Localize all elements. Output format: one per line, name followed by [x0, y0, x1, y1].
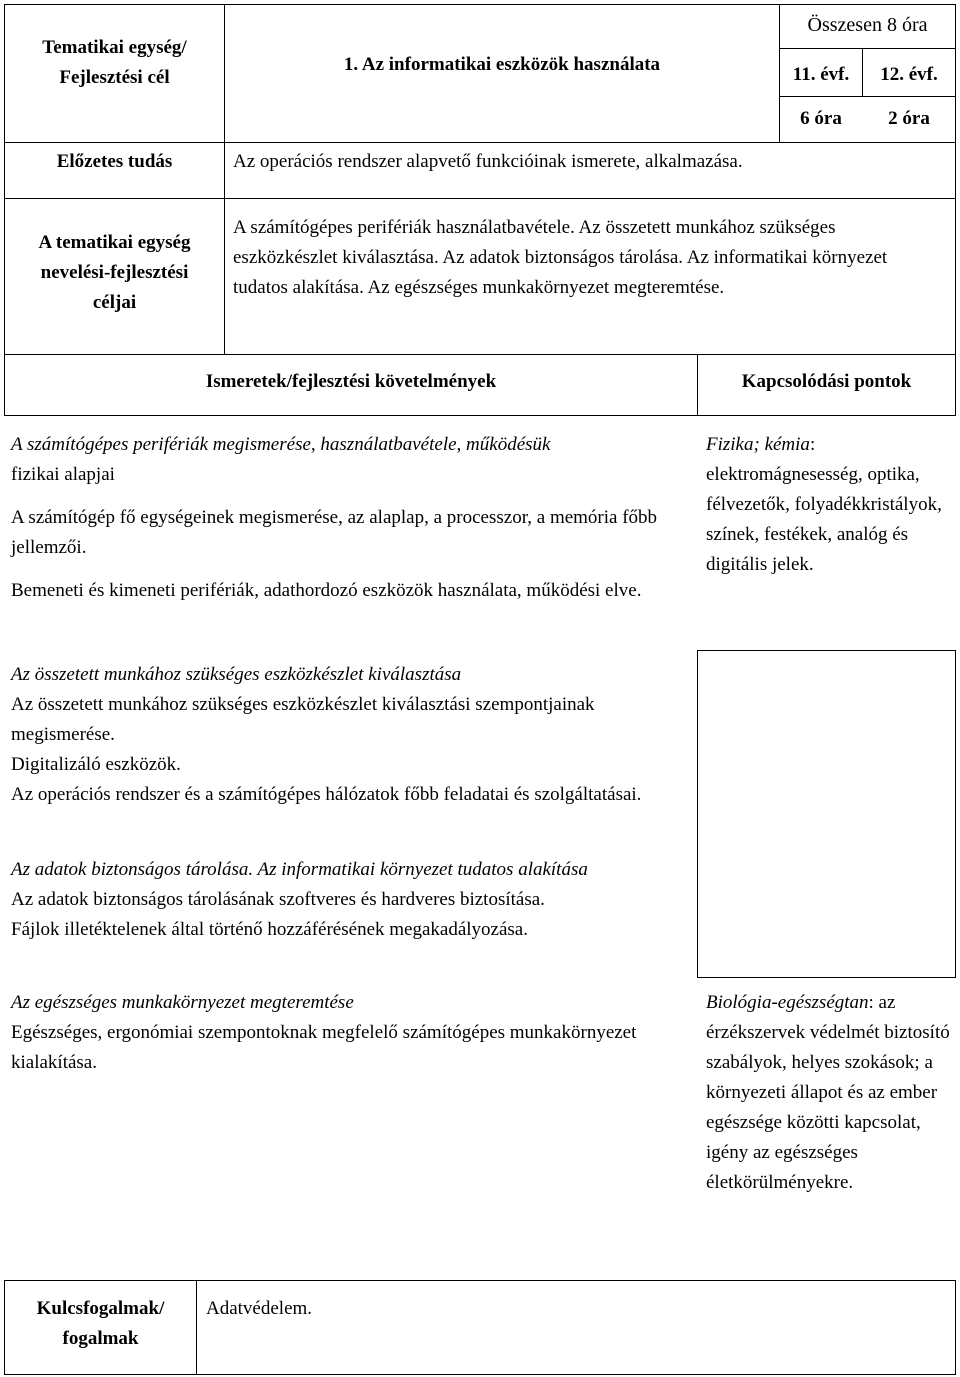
border-line [4, 1280, 956, 1281]
section-heading: Az adatok biztonságos tárolása. Az informatikai környezet tudatos alakítása [11, 859, 588, 880]
section-line: Egészséges, ergonómiai szempontoknak megfelelő számítógépes munkakörnyezet kialakítása. [11, 1022, 637, 1073]
connection-text: : az érzékszervek védelmét biztosító szabályok, helyes szokások; a környezeti állapot és az ember egészsége közötti kapcsolat, igény az egészséges életkörülményekre. [706, 992, 950, 1193]
section-heading-rest: fizikai alapjai [11, 464, 115, 485]
requirements-header: Ismeretek/fejlesztési követelmények [205, 371, 497, 392]
section-paragraph: A számítógép fő egységeinek megismerése, az alaplap, a processzor, a memória főbb jellemzői. [11, 507, 658, 558]
border-line [779, 96, 956, 97]
prior-label: Előzetes tudás [56, 151, 173, 172]
prior-text: Az operációs rendszer alapvető funkcióinak ismerete, alkalmazása. [233, 151, 743, 172]
grade-12: 12. évf. [880, 64, 938, 85]
border-line [4, 142, 956, 143]
section-adatok [11, 855, 683, 945]
section-line: Digitalizáló eszközök. [11, 754, 181, 775]
connection-subject: Fizika; kémia [706, 434, 810, 455]
border-line [697, 650, 956, 651]
border-line [4, 1374, 956, 1375]
section-paragraph: Bemeneti és kimeneti perifériák, adathordozó eszközök használata, működési elve. [11, 580, 642, 601]
section-heading: Az egészséges munkakörnyezet megteremtése [11, 992, 354, 1013]
keywords-text: Adatvédelem. [206, 1298, 313, 1319]
border-line [697, 650, 698, 978]
goals-text: A számítógépes perifériák használatbavétele. Az összetett munkához szükséges eszközkészlet kiválasztása. Az adatok biztonságos tárolása. Az informatikai környezet tudatos alakítása. Az egészséges munkakörnyezet megteremtése. [233, 217, 888, 298]
border-line [697, 977, 956, 978]
connection-physics [706, 430, 951, 580]
border-line [4, 198, 956, 199]
border-line [955, 1280, 956, 1375]
unit-label: Tematikai egység/ Fejlesztési cél [42, 37, 187, 88]
connection-text: : elektromágnesesség, optika, félvezetők, folyadékkristályok, színek, festékek, analóg és digitális jelek. [706, 434, 942, 575]
section-line: Az operációs rendszer és a számítógépes hálózatok főbb feladatai és szolgáltatásai. [11, 784, 642, 805]
border-line [4, 415, 956, 416]
section-heading: Az összetett munkához szükséges eszközkészlet kiválasztása [11, 664, 462, 685]
hours-12: 2 óra [888, 108, 930, 129]
connection-subject: Biológia-egészségtan [706, 992, 869, 1013]
unit-title: 1. Az informatikai eszközök használata [343, 54, 661, 75]
border-line [4, 354, 956, 355]
section-heading: A számítógépes perifériák megismerése, használatbavétele, működésük [11, 434, 551, 455]
connections-header: Kapcsolódási pontok [741, 371, 912, 392]
section-perifériák [11, 430, 683, 606]
section-line: Fájlok illetéktelenek által történő hozzáférésének megakadályozása. [11, 919, 528, 940]
grade-11: 11. évf. [792, 64, 850, 85]
section-line: Az adatok biztonságos tárolásának szoftveres és hardveres biztosítása. [11, 889, 545, 910]
border-line [196, 1280, 197, 1375]
goals-label: A tematikai egység nevelési-fejlesztési céljai [38, 232, 191, 313]
hours-11: 6 óra [800, 108, 842, 129]
section-line: Az összetett munkához szükséges eszközkészlet kiválasztási szempontjainak megismerése. [11, 694, 595, 745]
connection-biology [706, 988, 951, 1198]
keywords-label: Kulcsfogalmak/ fogalmak [36, 1298, 165, 1349]
section-eszkozkeszlet [11, 660, 683, 810]
total-hours: Összesen 8 óra [807, 14, 928, 36]
border-line [955, 650, 956, 978]
border-line [4, 4, 956, 5]
section-munkakornyezet [11, 988, 683, 1078]
border-line [779, 48, 956, 49]
